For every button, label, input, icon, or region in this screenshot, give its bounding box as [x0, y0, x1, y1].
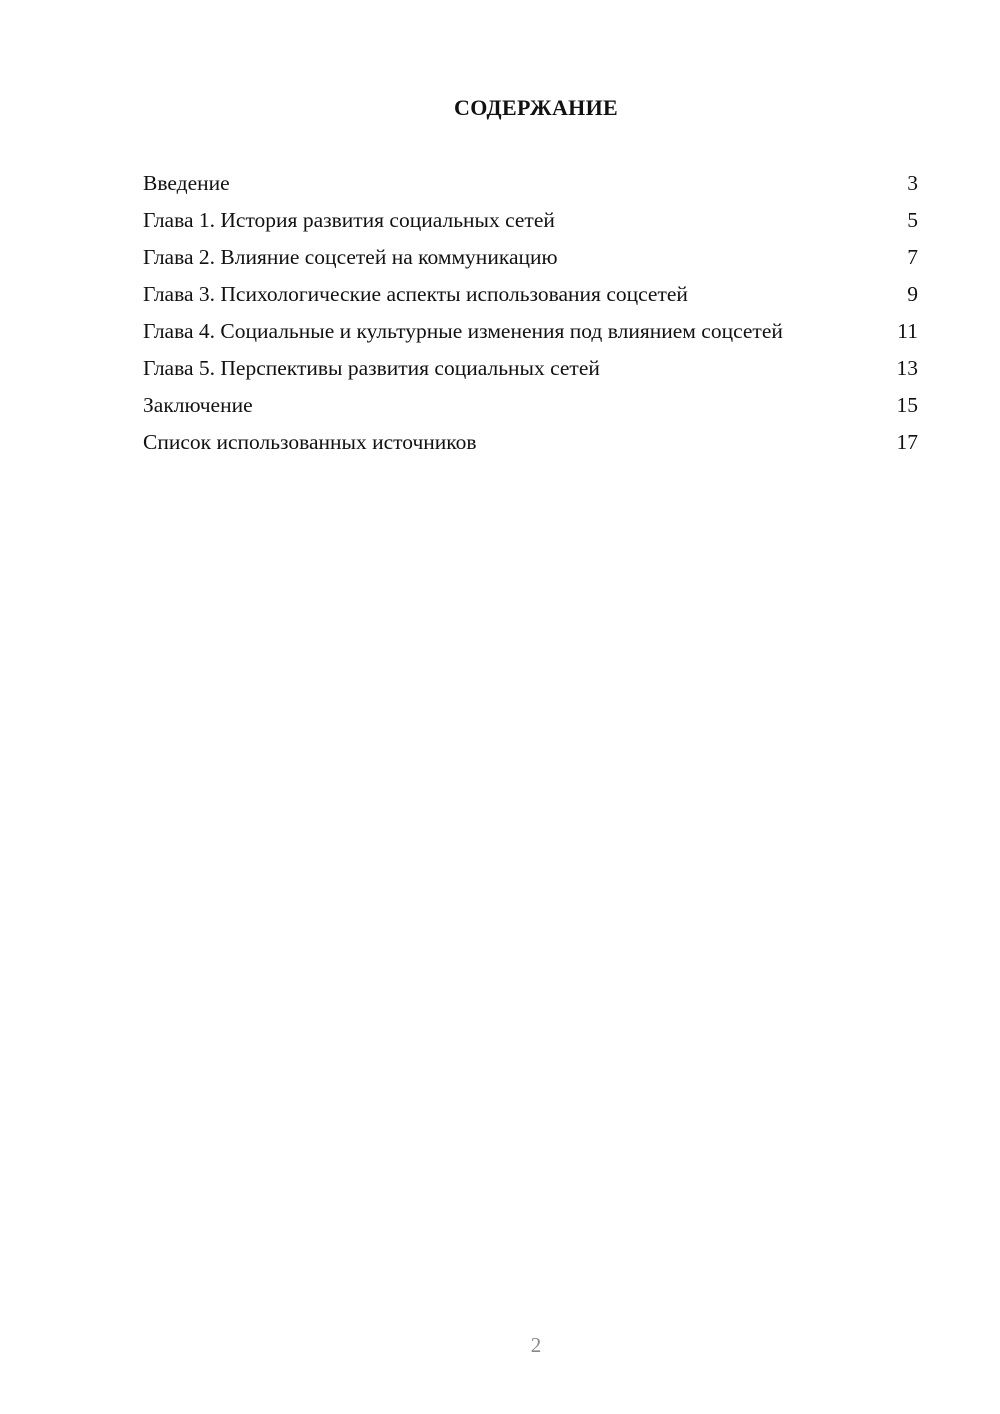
toc-entry-chapter-3 [143, 281, 918, 307]
toc-entry-text: Глава 1. История развития социальных сетей [143, 208, 555, 232]
toc-entry-references [143, 429, 918, 455]
toc-entry-chapter-4 [143, 318, 918, 344]
toc-entry-chapter-5 [143, 355, 918, 381]
toc-entry-introduction [143, 170, 918, 196]
toc-entry-page: 17 [896, 430, 918, 454]
page-title: СОДЕРЖАНИЕ [454, 95, 618, 120]
toc-entry-text: Глава 3. Психологические аспекты использования соцсетей [143, 282, 688, 306]
page-number: 2 [530, 1333, 542, 1357]
toc-entry-page: 7 [907, 245, 918, 269]
toc-entry-page: 15 [896, 393, 918, 417]
toc-entry-page: 3 [907, 171, 918, 195]
toc-entry-text: Глава 5. Перспективы развития социальных сетей [143, 356, 600, 380]
toc-entry-page: 9 [907, 282, 918, 306]
toc-entry-page: 13 [896, 356, 918, 380]
toc-entry-text: Введение [143, 171, 230, 195]
toc-entry-page: 5 [907, 208, 918, 232]
toc-entry-chapter-2 [143, 244, 918, 270]
toc-entry-conclusion [143, 392, 918, 418]
table-of-contents [143, 170, 918, 466]
toc-entry-chapter-1 [143, 207, 918, 233]
toc-entry-text: Список использованных источников [143, 430, 477, 454]
toc-entry-text: Глава 2. Влияние соцсетей на коммуникацию [143, 245, 558, 269]
toc-entry-page: 11 [897, 319, 918, 343]
toc-entry-text: Заключение [143, 393, 253, 417]
toc-entry-text: Глава 4. Социальные и культурные изменения под влиянием соцсетей [143, 319, 783, 343]
